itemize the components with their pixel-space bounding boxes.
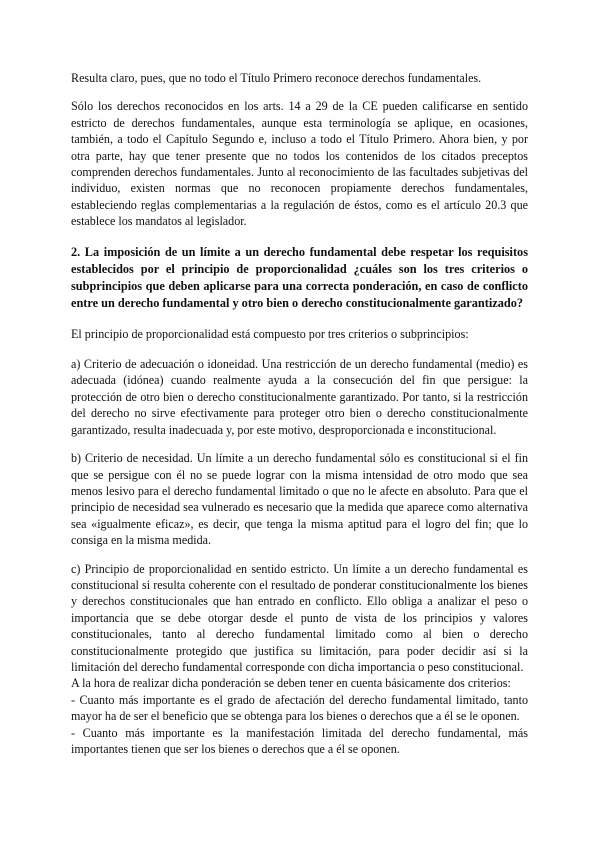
paragraph-intro: Resulta claro, pues, que no todo el Título Primero reconoce derechos fundamentales. [71,71,482,85]
paragraph-criterion-c: c) Principio de proporcionalidad en sentido estricto. Un límite a un derecho fundamental es constitucional si resulta coherente con el resultado de ponderar constitucionalmente los bienes y derechos constitucionales que han entrado en conflicto. Ello obliga a analizar el peso o importancia que se debe otorgar desde el punto de vista de los principios y valores constitucionales, tanto al derecho fundamental limitado como al bien o derecho constitucionalmente protegido que justifica su limitación, para poder decidir así si la limitación del derecho fundamental corresponde con dicha importancia o peso constitucional. [71,561,528,674]
section-heading: 2. La imposición de un límite a un derecho fundamental debe respetar los requisitos establecidos por el principio de proporcionalidad ¿cuáles son los tres criterios o subprincipios que deben aplicarse para una correcta ponderación, en caso de conflicto entre un derecho fundamental y otro bien o derecho constitucionalmente garantizado? [71,244,528,310]
list-item-weighting-1: - Cuanto más importante es el grado de afectación del derecho fundamental limitado, tanto mayor ha de ser el beneficio que se obtenga para los bienes o derechos que a él se le oponen. [71,692,528,724]
paragraph-principle: El principio de proporcionalidad está compuesto por tres criterios o subprincipios: [71,326,469,341]
list-item-weighting-2: - Cuanto más importante es la manifestación limitada del derecho fundamental, más importantes tienen que ser los bienes o derechos que a él se oponen. [71,725,528,756]
paragraph-articles: Sólo los derechos reconocidos en los arts. 14 a 29 de la CE pueden calificarse en sentido estricto de derechos fundamentales, aunque esta terminología se aplique, en ocasiones, también, a todo el Capítulo Segundo e, incluso a todo el Título Primero. Ahora bien, y por otra parte, hay que tener presente que no todos los contenidos de los citados preceptos comprenden derechos fundamentales. Junto al reconocimiento de las facultades subjetivas del individuo, existen normas que no reconocen propiamente derechos fundamentales, estableciendo reglas complementarias a la regulación de éstos, como es el artículo 20.3 que establece los mandatos al legislador. [71,99,528,229]
document-page [71,70,528,757]
paragraph-criterion-a: a) Criterio de adecuación o idoneidad. Una restricción de un derecho fundamental (medio) es adecuada (idónea) cuando realmente ayuda a la consecución del fin que persigue: la protección de otro bien o derecho constitucionalmente garantizado. Por tanto, si la restricción del derecho no sirve efectivamente para proteger otro bien o derecho constitucionalmente garantizado, resulta inadecuada y, por este motivo, desproporcionada e inconstitucional. [71,357,528,437]
paragraph-weighting: A la hora de realizar dicha ponderación se deben tener en cuenta básicamente dos criterios: [71,676,511,691]
paragraph-criterion-b: b) Criterio de necesidad. Un límite a un derecho fundamental sólo es constitucional si el fin que se persigue con él no se puede lograr con la misma intensidad de otro modo que sea menos lesivo para el derecho fundamental limitado o que no le afecte en absoluto. Para que el principio de necesidad sea vulnerado es necesario que la medida que aparece como alternativa sea «igualmente eficaz», es decir, que tenga la misma aptitud para el logro del fin; que lo consiga en la misma medida. [71,451,528,548]
